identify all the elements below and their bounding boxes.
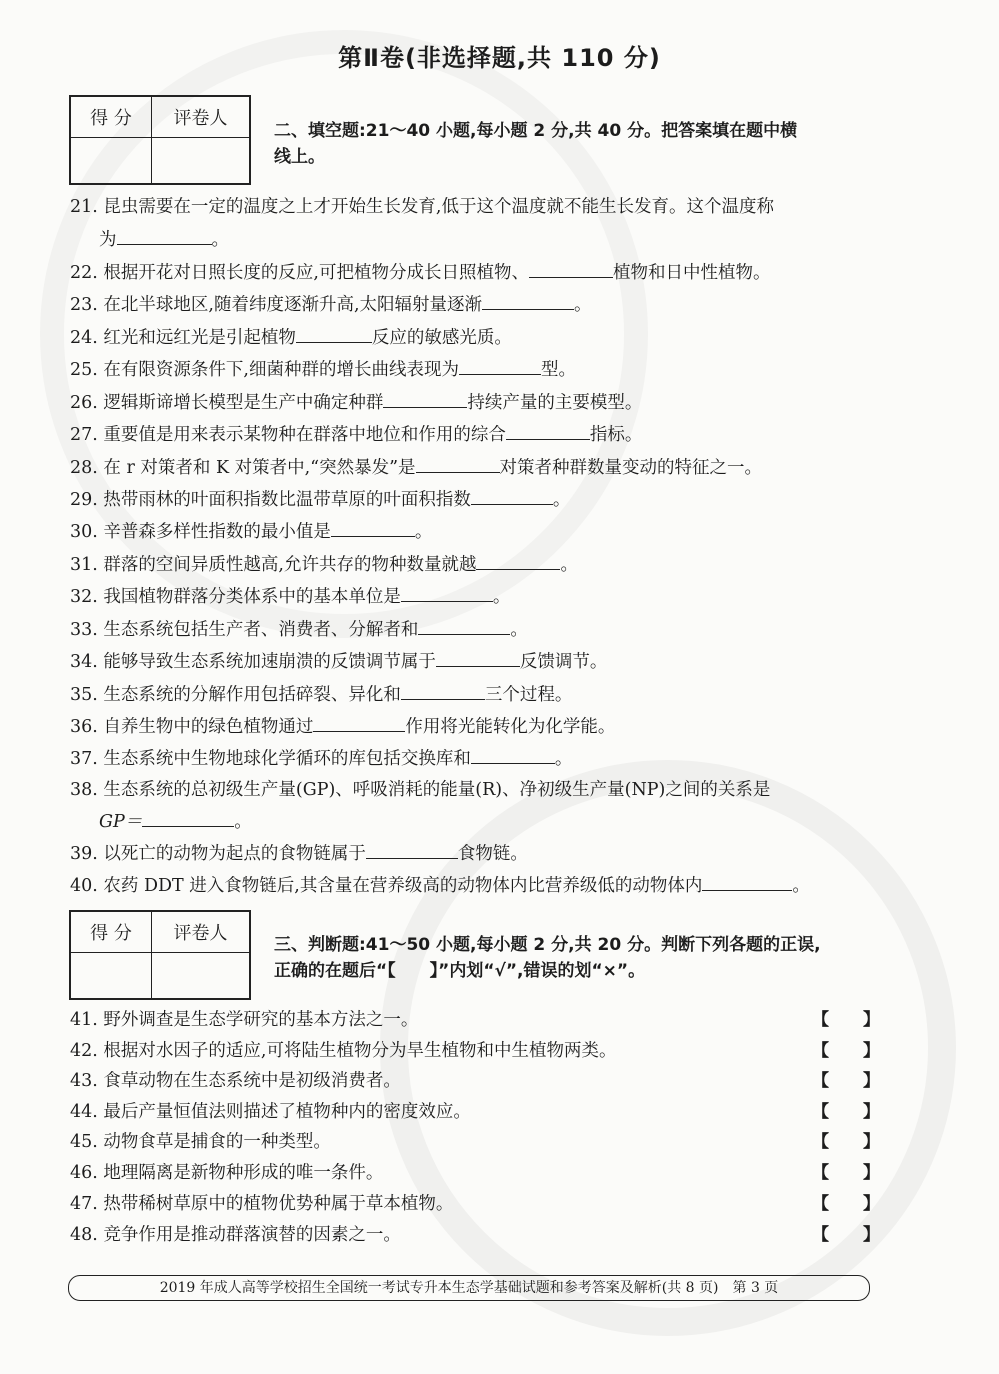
answer-blank-26[interactable] <box>383 389 467 408</box>
answer-blank-33[interactable] <box>418 616 510 635</box>
answer-blank-25[interactable] <box>459 356 541 375</box>
question-38-cont: GP＝ 。 <box>99 808 252 835</box>
answer-blank-30[interactable] <box>331 518 415 537</box>
answer-blank-24[interactable] <box>296 324 372 343</box>
question-41: 41. 野外调查是生态学研究的基本方法之一。 <box>70 1010 419 1030</box>
score-cell[interactable] <box>70 138 152 185</box>
question-29: 29. 热带雨林的叶面积指数比温带草原的叶面积指数 。 <box>70 486 570 513</box>
section3-heading-line2: 正确的在题后“【 】”内划“√”,错误的划“×”。 <box>274 961 646 981</box>
question-44: 44. 最后产量恒值法则描述了植物种内的密度效应。 <box>70 1102 471 1122</box>
question-31: 31. 群落的空间异质性越高,允许共存的物种数量就越 。 <box>70 551 578 578</box>
grader-cell[interactable] <box>152 138 251 185</box>
answer-bracket-45[interactable]: 【 】 <box>812 1132 880 1152</box>
answer-blank-28[interactable] <box>416 454 500 473</box>
section2-heading-line1: 二、填空题:21～40 小题,每小题 2 分,共 40 分。把答案填在题中横 <box>274 121 798 141</box>
question-39: 39. 以死亡的动物为起点的食物链属于 食物链。 <box>70 840 528 867</box>
answer-blank-35[interactable] <box>401 681 485 700</box>
question-25: 25. 在有限资源条件下,细菌种群的增长曲线表现为 型。 <box>70 356 576 383</box>
question-21-cont: 为 。 <box>99 226 229 253</box>
question-27: 27. 重要值是用来表示某物种在群落中地位和作用的综合 指标。 <box>70 421 642 448</box>
page-footer: 2019 年成人高等学校招生全国统一考试专升本生态学基础试题和参考答案及解析(共 8 页) 第 3 页 <box>68 1275 870 1301</box>
question-38: 38. 生态系统的总初级生产量(GP)、呼吸消耗的能量(R)、净初级生产量(NP)之间的关系是 <box>70 780 771 800</box>
question-43: 43. 食草动物在生态系统中是初级消费者。 <box>70 1071 401 1091</box>
answer-bracket-43[interactable]: 【 】 <box>812 1071 880 1091</box>
answer-blank-22[interactable] <box>529 259 613 278</box>
answer-blank-23[interactable] <box>482 291 574 310</box>
question-42: 42. 根据对水因子的适应,可将陆生植物分为旱生植物和中生植物两类。 <box>70 1041 617 1061</box>
answer-bracket-46[interactable]: 【 】 <box>812 1163 880 1183</box>
question-26: 26. 逻辑斯谛增长模型是生产中确定种群 持续产量的主要模型。 <box>70 389 642 416</box>
grader-label: 评卷人 <box>152 96 251 138</box>
question-33: 33. 生态系统包括生产者、消费者、分解者和 。 <box>70 616 528 643</box>
grader-label: 评卷人 <box>152 911 251 953</box>
answer-blank-31[interactable] <box>476 551 560 570</box>
question-22: 22. 根据开花对日照长度的反应,可把植物分成长日照植物、 植物和日中性植物。 <box>70 259 770 286</box>
grader-cell[interactable] <box>152 953 251 1000</box>
answer-bracket-42[interactable]: 【 】 <box>812 1041 880 1061</box>
section3-heading <box>274 932 821 984</box>
question-23: 23. 在北半球地区,随着纬度逐渐升高,太阳辐射量逐渐 。 <box>70 291 592 318</box>
question-24: 24. 红光和远红光是引起植物 反应的敏感光质。 <box>70 324 512 351</box>
section3-heading-line1: 三、判断题:41～50 小题,每小题 2 分,共 20 分。判断下列各题的正误, <box>274 935 821 955</box>
answer-blank-36[interactable] <box>313 713 405 732</box>
section2-heading-line2: 线上。 <box>274 147 325 167</box>
score-cell[interactable] <box>70 953 152 1000</box>
question-30: 30. 辛普森多样性指数的最小值是 。 <box>70 518 432 545</box>
answer-bracket-48[interactable]: 【 】 <box>812 1225 880 1245</box>
answer-blank-39[interactable] <box>366 840 458 859</box>
question-37: 37. 生态系统中生物地球化学循环的库包括交换库和 。 <box>70 745 572 772</box>
answer-blank-34[interactable] <box>436 648 520 667</box>
question-35: 35. 生态系统的分解作用包括碎裂、异化和 三个过程。 <box>70 681 572 708</box>
answer-blank-27[interactable] <box>506 421 590 440</box>
question-36: 36. 自养生物中的绿色植物通过 作用将光能转化为化学能。 <box>70 713 615 740</box>
question-45: 45. 动物食草是捕食的一种类型。 <box>70 1132 331 1152</box>
question-48: 48. 竞争作用是推动群落演替的因素之一。 <box>70 1225 401 1245</box>
answer-bracket-47[interactable]: 【 】 <box>812 1194 880 1214</box>
question-34: 34. 能够导致生态系统加速崩溃的反馈调节属于 反馈调节。 <box>70 648 607 675</box>
question-47: 47. 热带稀树草原中的植物优势种属于草本植物。 <box>70 1194 454 1214</box>
answer-blank-21[interactable] <box>117 226 212 245</box>
answer-blank-38[interactable] <box>142 808 234 827</box>
question-40: 40. 农药 DDT 进入食物链后,其含量在营养级高的动物体内比营养级低的动物体内 。 <box>70 872 810 899</box>
answer-bracket-41[interactable]: 【 】 <box>812 1010 880 1030</box>
answer-blank-32[interactable] <box>401 583 493 602</box>
answer-bracket-44[interactable]: 【 】 <box>812 1102 880 1122</box>
score-table-section2 <box>69 95 251 185</box>
answer-blank-37[interactable] <box>471 745 555 764</box>
question-21: 21. 昆虫需要在一定的温度之上才开始生长发育,低于这个温度就不能生长发育。这个温度称 <box>70 197 774 217</box>
question-28: 28. 在 r 对策者和 K 对策者中,“突然暴发”是 对策者种群数量变动的特征之一。 <box>70 454 762 481</box>
answer-blank-29[interactable] <box>471 486 553 505</box>
answer-blank-40[interactable] <box>702 872 792 891</box>
section2-heading <box>274 118 797 170</box>
score-label: 得 分 <box>70 96 152 138</box>
question-32: 32. 我国植物群落分类体系中的基本单位是 。 <box>70 583 510 610</box>
page-title: 第Ⅱ卷(非选择题,共 110 分) <box>338 44 661 72</box>
question-46: 46. 地理隔离是新物种形成的唯一条件。 <box>70 1163 384 1183</box>
score-label: 得 分 <box>70 911 152 953</box>
score-table-section3 <box>69 910 251 1000</box>
